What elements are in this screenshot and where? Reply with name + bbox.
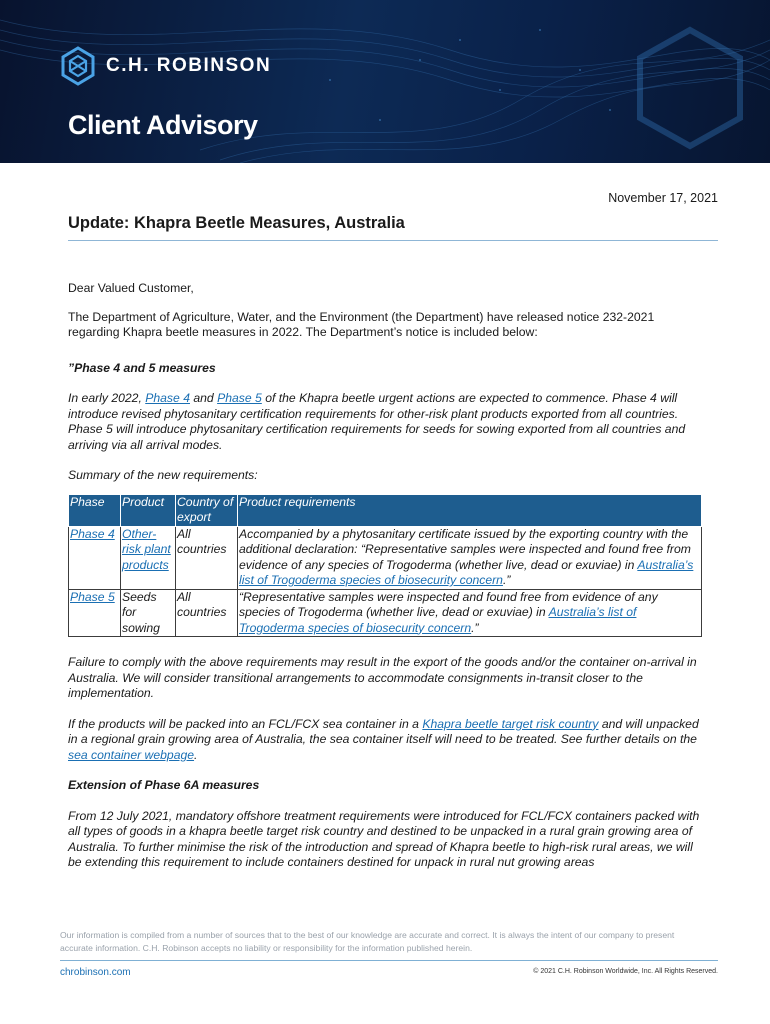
header-phase: Phase xyxy=(69,494,121,526)
summary-label: Summary of the new requirements: xyxy=(68,468,258,482)
footer-copyright: © 2021 C.H. Robinson Worldwide, Inc. All Rights Reserved. xyxy=(533,968,718,975)
headline-divider xyxy=(68,240,718,241)
requirement-text: Accompanied by a phytosanitary certificate issued by the exporting country with the additional declaration: “Representative samples were inspected and found free from evidence of any species of Trogoderma (whether live, dead or exuviae) in xyxy=(239,526,691,572)
brand-logo xyxy=(60,46,271,86)
trogoderma-list-link[interactable]: Australia’s list of Trogoderma species of biosecurity concern xyxy=(239,557,694,587)
phase45-text-c: of the Khapra beetle urgent actions are expected to commence. Phase 4 will introduce revised phytosanitary certification requirements for other-risk plant products exported from all countries. Phase 5 will introduce phytosanitary certification requirements for seeds for sowing exported from all countries and arriving via all arrival modes. xyxy=(68,391,686,452)
phase6a-heading: Extension of Phase 6A measures xyxy=(68,778,260,792)
header-banner xyxy=(0,0,770,163)
phase45-heading: ”Phase 4 and 5 measures xyxy=(68,360,216,375)
greeting: Dear Valued Customer, xyxy=(68,281,194,295)
table-header-row xyxy=(69,494,702,526)
country-cell: All countries xyxy=(176,526,238,589)
phase4-row-link[interactable]: Phase 4 xyxy=(70,526,115,541)
requirement-text-end: .” xyxy=(502,573,511,587)
fcl-text-b: and will unpacked in a regional grain growing area of Australia, the sea container itself will need to be treated. See further details on the xyxy=(68,716,699,746)
table-row xyxy=(69,589,702,637)
chr-hexagon-logo-icon xyxy=(60,46,96,86)
other-risk-plant-products-link[interactable]: Other-risk plant products xyxy=(122,526,171,572)
brand-name: C.H. ROBINSON xyxy=(106,55,272,76)
phase45-paragraph xyxy=(68,391,708,453)
requirement-text-end: .” xyxy=(471,620,479,635)
sea-container-webpage-link[interactable]: sea container webpage xyxy=(68,747,195,762)
failure-paragraph: Failure to comply with the above requirements may result in the export of the goods and/or the container on-arrival in Australia. We will consider transitional arrangements to accommodate consignments in-transit closer to the implementation. xyxy=(68,655,697,700)
requirement-cell xyxy=(238,589,702,637)
phase5-row-link[interactable]: Phase 5 xyxy=(70,589,115,604)
footer-divider xyxy=(60,960,718,961)
advisory-headline: Update: Khapra Beetle Measures, Australia xyxy=(68,214,405,232)
phase45-text-a: In early 2022, xyxy=(68,391,146,405)
advisory-date: November 17, 2021 xyxy=(608,191,718,205)
table-row xyxy=(69,526,702,589)
phase5-link[interactable]: Phase 5 xyxy=(217,391,262,405)
fcl-paragraph xyxy=(68,717,708,764)
phase4-link[interactable]: Phase 4 xyxy=(145,391,190,405)
header-product: Product xyxy=(121,494,176,526)
requirement-cell xyxy=(238,526,702,589)
requirement-text: “Representative samples were inspected and found free from evidence of any species of Trogoderma (whether live, dead or exuviae) in xyxy=(239,589,658,619)
phase6a-paragraph: From 12 July 2021, mandatory offshore treatment requirements were introduced for FCL/FCX containers packed with all types of goods in a khapra beetle target risk country and destined to be unpacked in a rural grain growing area of Australia. To further minimise the risk of the introduction and spread of Khapra beetle to high-risk rural areas, we will be extending this requirement to include containers destined for unpack in rural nut growing areas xyxy=(68,808,700,869)
fcl-text-c: . xyxy=(194,747,198,762)
requirements-table xyxy=(68,494,702,638)
footer-disclaimer: Our information is compiled from a number of sources that to the best of our knowledge are accurate and correct. It is always the intent of our company to present accurate information. C.H. Robinson accepts no liability or responsibility for the information published herein. xyxy=(60,930,675,953)
product-cell: Seeds for sowing xyxy=(121,589,176,637)
header-country: Country of export xyxy=(176,494,238,526)
phase45-text-b: and xyxy=(189,391,218,405)
intro-paragraph: The Department of Agriculture, Water, and the Environment (the Department) have released notice 232-2021 regarding Khapra beetle measures in 2022. The Department’s notice is included below: xyxy=(68,309,655,339)
trogoderma-list-link[interactable]: Australia’s list of Trogoderma species of biosecurity concern xyxy=(239,605,637,635)
advisory-body xyxy=(68,281,708,871)
banner-title: Client Advisory xyxy=(68,110,258,140)
header-requirements: Product requirements xyxy=(238,494,702,526)
country-cell: All countries xyxy=(176,589,238,637)
khapra-target-risk-country-link[interactable]: Khapra beetle target risk country xyxy=(422,716,599,731)
footer-website-link[interactable]: chrobinson.com xyxy=(60,967,131,978)
fcl-text-a: If the products will be packed into an FCL/FCX sea container in a xyxy=(68,716,423,731)
